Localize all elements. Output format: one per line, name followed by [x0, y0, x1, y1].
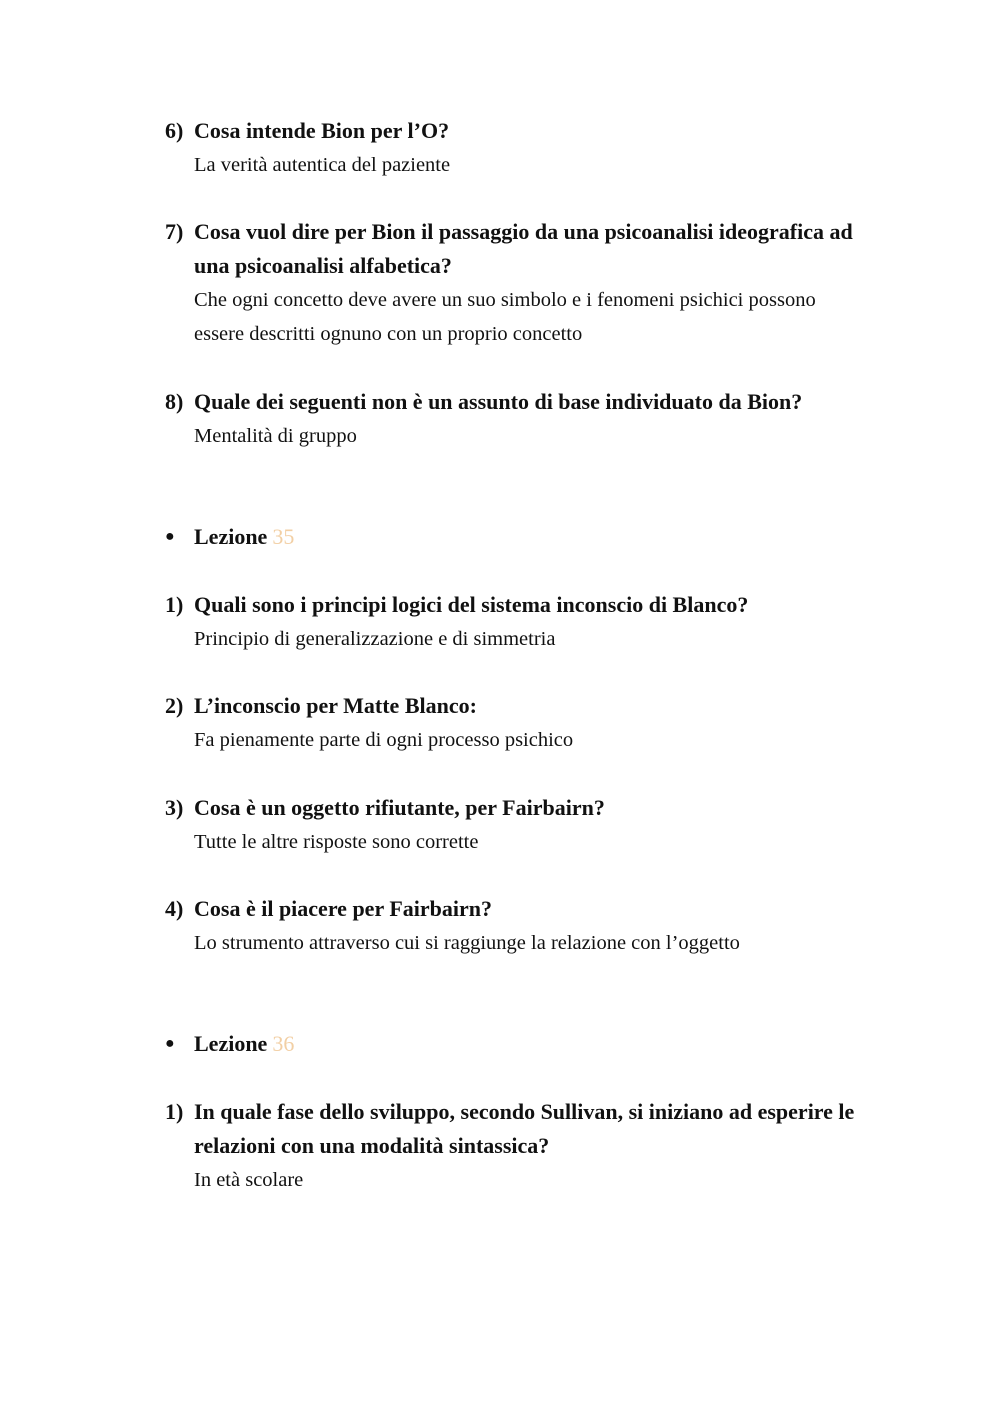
question-text: Quali sono i principi logici del sistema inconscio di Blanco? [194, 592, 749, 617]
question-text: Cosa intende Bion per l’O? [194, 118, 450, 143]
question-number: 6) [165, 118, 184, 143]
lesson-label: Lezione [194, 1031, 268, 1056]
question-number: 2) [165, 693, 184, 718]
question-number: 1) [165, 592, 184, 617]
question-item [165, 588, 865, 656]
question-item [165, 385, 865, 453]
answer-text: Lo strumento attraverso cui si raggiunge la relazione con l’oggetto [194, 932, 740, 954]
question-number: 8) [165, 389, 184, 414]
question-item [165, 892, 865, 960]
lesson-heading [165, 520, 294, 554]
question-text: In quale fase dello sviluppo, secondo Sullivan, si iniziano ad esperire le relazioni con una modalità sintassica? [194, 1099, 855, 1158]
lesson-label: Lezione [194, 524, 268, 549]
lesson-number: 36 [272, 1031, 295, 1056]
question-item [165, 215, 865, 351]
answer-text: Che ogni concetto deve avere un suo simbolo e i fenomeni psichici possono essere descritti ognuno con un proprio concetto [194, 289, 816, 345]
answer-text: Principio di generalizzazione e di simmetria [194, 628, 556, 650]
question-item [165, 1095, 865, 1197]
question-text: Cosa vuol dire per Bion il passaggio da una psicoanalisi ideografica ad una psicoanalisi alfabetica? [194, 219, 853, 278]
question-text: Cosa è un oggetto rifiutante, per Fairbairn? [194, 795, 605, 820]
question-number: 3) [165, 795, 184, 820]
answer-text: Tutte le altre risposte sono corrette [194, 831, 479, 853]
answer-text: In età scolare [194, 1169, 304, 1191]
lesson-number: 35 [272, 524, 295, 549]
answer-text: La verità autentica del paziente [194, 154, 451, 176]
bullet-icon: ● [165, 1035, 175, 1052]
question-number: 4) [165, 896, 184, 921]
lesson-heading [165, 1027, 294, 1061]
answer-text: Mentalità di gruppo [194, 425, 357, 447]
question-item [165, 689, 865, 757]
answer-text: Fa pienamente parte di ogni processo psichico [194, 729, 574, 751]
question-text: Cosa è il piacere per Fairbairn? [194, 896, 492, 921]
question-text: L’inconscio per Matte Blanco: [194, 693, 477, 718]
question-item [165, 114, 865, 182]
question-text: Quale dei seguenti non è un assunto di base individuato da Bion? [194, 389, 803, 414]
question-number: 1) [165, 1099, 184, 1124]
bullet-icon: ● [165, 528, 175, 545]
question-item [165, 791, 865, 859]
question-number: 7) [165, 219, 184, 244]
